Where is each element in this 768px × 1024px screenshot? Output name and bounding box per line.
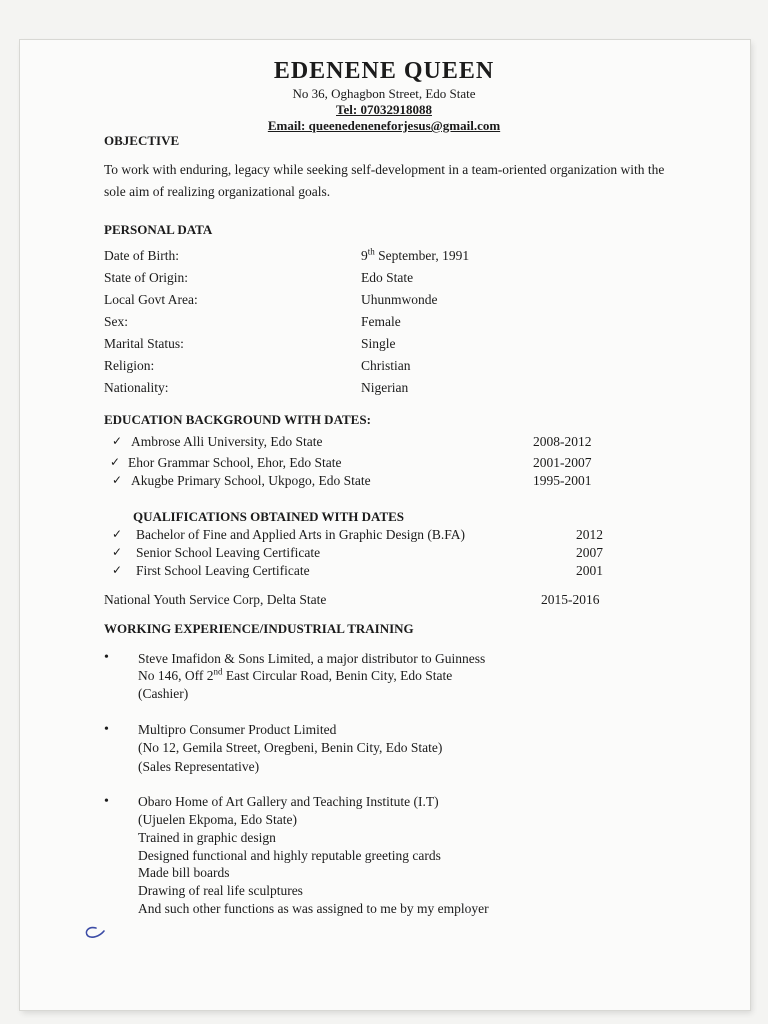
email: Email: queenedeneneforjesus@gmail.com bbox=[267, 118, 501, 133]
personal-value: Female bbox=[361, 314, 401, 329]
objective-heading: OBJECTIVE bbox=[104, 133, 180, 148]
personal-value: Single bbox=[361, 336, 396, 351]
experience-heading: WORKING EXPERIENCE/INDUSTRIAL TRAINING bbox=[104, 621, 414, 636]
qualification-year: 2001 bbox=[576, 563, 603, 578]
job-line: (Cashier) bbox=[138, 686, 189, 701]
school-dates: 2008-2012 bbox=[533, 434, 592, 449]
job-line: (Sales Representative) bbox=[138, 759, 260, 774]
job-line: No 146, Off 2nd East Circular Road, Benin City, Edo State bbox=[138, 666, 453, 683]
qualification-year: 2007 bbox=[576, 545, 603, 560]
job-line: Made bill boards bbox=[138, 865, 230, 880]
personal-data-heading: PERSONAL DATA bbox=[104, 222, 213, 237]
personal-label: Date of Birth: bbox=[104, 248, 179, 263]
pen-mark-icon bbox=[80, 922, 110, 944]
personal-label: Nationality: bbox=[104, 380, 169, 395]
bullet-icon: • bbox=[104, 650, 109, 665]
qualification-year: 2012 bbox=[576, 527, 603, 542]
qualification-name: Bachelor of Fine and Applied Arts in Graphic Design (B.FA) bbox=[136, 527, 465, 542]
personal-label: Local Govt Area: bbox=[104, 292, 198, 307]
personal-value: Christian bbox=[361, 358, 411, 373]
school-name: Akugbe Primary School, Ukpogo, Edo State bbox=[131, 473, 371, 488]
bullet-icon: • bbox=[104, 722, 109, 737]
personal-value: Edo State bbox=[361, 270, 414, 285]
qualification-name: Senior School Leaving Certificate bbox=[136, 545, 321, 560]
job-line: Steve Imafidon & Sons Limited, a major distributor to Guinness bbox=[138, 651, 486, 666]
check-icon: ✓ bbox=[112, 545, 123, 559]
job-line: Trained in graphic design bbox=[138, 830, 276, 845]
school-dates: 2001-2007 bbox=[533, 455, 592, 470]
check-icon: ✓ bbox=[112, 563, 123, 577]
address: No 36, Oghagbon Street, Edo State bbox=[292, 86, 476, 101]
job-line: (No 12, Gemila Street, Oregbeni, Benin City, Edo State) bbox=[138, 740, 443, 755]
objective-line: sole aim of realizing organizational goals. bbox=[104, 184, 331, 199]
education-heading: EDUCATION BACKGROUND WITH DATES: bbox=[104, 412, 371, 427]
job-line: Drawing of real life sculptures bbox=[138, 883, 303, 898]
check-icon: ✓ bbox=[112, 473, 123, 487]
school-name: Ehor Grammar School, Ehor, Edo State bbox=[128, 455, 342, 470]
personal-value: Nigerian bbox=[361, 380, 409, 395]
check-icon: ✓ bbox=[112, 434, 123, 448]
school-dates: 1995-2001 bbox=[533, 473, 592, 488]
job-line: (Ujuelen Ekpoma, Edo State) bbox=[138, 812, 297, 827]
candidate-name: EDENENE QUEEN bbox=[273, 58, 495, 84]
bullet-icon: • bbox=[104, 794, 109, 809]
personal-label: Sex: bbox=[104, 314, 129, 329]
personal-value: 9th September, 1991 bbox=[361, 246, 470, 263]
job-line: Obaro Home of Art Gallery and Teaching Institute (I.T) bbox=[138, 794, 439, 809]
objective-line: To work with enduring, legacy while seeking self-development in a team-oriented organization with the bbox=[104, 162, 665, 177]
nysc-label: National Youth Service Corp, Delta State bbox=[104, 592, 327, 607]
personal-label: Religion: bbox=[104, 358, 155, 373]
check-icon: ✓ bbox=[112, 527, 123, 541]
qualification-name: First School Leaving Certificate bbox=[136, 563, 310, 578]
personal-value: Uhunmwonde bbox=[361, 292, 438, 307]
job-line: Multipro Consumer Product Limited bbox=[138, 722, 337, 737]
phone: Tel: 07032918088 bbox=[336, 102, 432, 117]
personal-label: Marital Status: bbox=[104, 336, 184, 351]
personal-label: State of Origin: bbox=[104, 270, 188, 285]
qualifications-heading: QUALIFICATIONS OBTAINED WITH DATES bbox=[133, 509, 405, 524]
check-icon: ✓ bbox=[110, 455, 121, 469]
nysc-dates: 2015-2016 bbox=[541, 592, 600, 607]
job-line: Designed functional and highly reputable greeting cards bbox=[138, 848, 441, 863]
job-line: And such other functions as was assigned to me by my employer bbox=[138, 901, 489, 916]
school-name: Ambrose Alli University, Edo State bbox=[131, 434, 323, 449]
